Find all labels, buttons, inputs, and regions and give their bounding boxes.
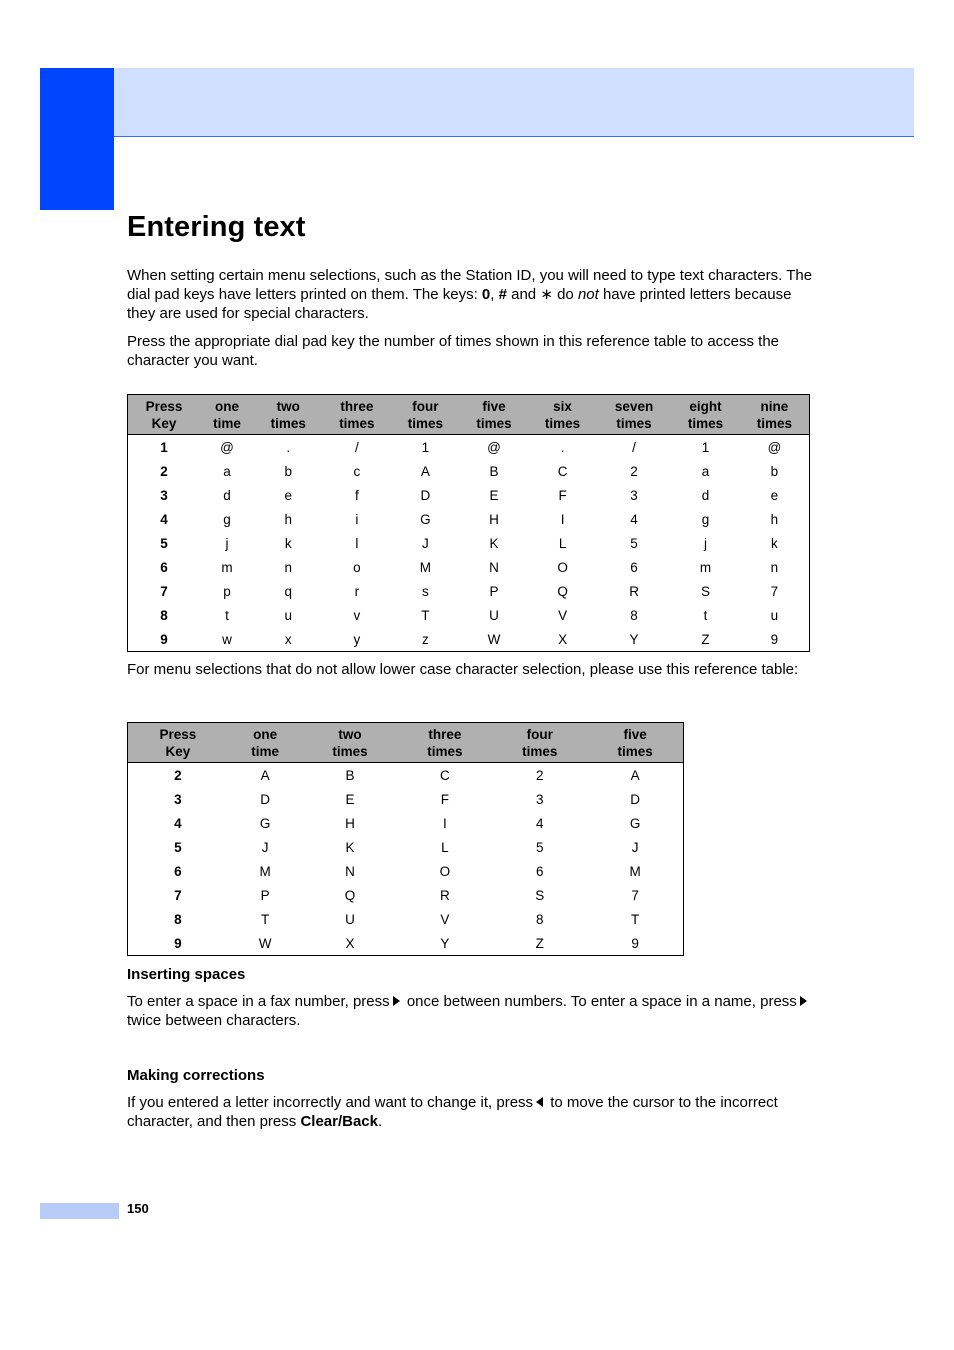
chapter-tab-block	[40, 68, 114, 210]
char-cell: f	[354, 487, 359, 503]
table-row	[128, 579, 810, 603]
making-corrections-heading: Making corrections	[127, 1067, 265, 1084]
char-cell: Q	[344, 887, 356, 903]
char-cell: g	[701, 511, 710, 527]
table-row	[128, 931, 684, 956]
char-cell: n	[770, 559, 779, 575]
column-header	[587, 723, 683, 763]
char-cell: C	[557, 463, 568, 479]
header-line: times	[270, 416, 306, 431]
char-cell: /	[632, 439, 636, 455]
header-line: one	[214, 399, 239, 414]
char-cell: L	[558, 535, 567, 551]
char-cell: H	[489, 511, 499, 527]
table-row	[128, 627, 810, 652]
char-cell: a	[701, 463, 710, 479]
header-line: times	[544, 416, 581, 431]
header-line: five	[482, 399, 506, 414]
char-cell: 9	[631, 935, 639, 951]
char-cell: o	[353, 559, 361, 575]
column-header	[671, 395, 740, 435]
char-cell: u	[770, 607, 779, 623]
char-cell: G	[259, 815, 271, 831]
char-cell: T	[261, 911, 270, 927]
char-cell: P	[489, 583, 499, 599]
char-cell: c	[353, 463, 361, 479]
char-cell: X	[345, 935, 355, 951]
char-cell: .	[286, 439, 291, 455]
char-cell: K	[489, 535, 499, 551]
header-line: times	[616, 416, 652, 431]
column-header	[254, 395, 323, 435]
char-cell: L	[441, 839, 449, 855]
key-cell: 8	[174, 911, 182, 927]
char-cell: j	[704, 535, 708, 551]
header-line: Key	[151, 416, 177, 431]
key-cell: 3	[174, 791, 182, 807]
char-cell: 6	[536, 863, 544, 879]
char-cell: E	[345, 791, 355, 807]
char-cell: m	[699, 559, 712, 575]
char-cell: e	[770, 487, 779, 503]
header-line: Press	[159, 727, 197, 742]
char-cell: 7	[770, 583, 779, 599]
char-cell: I	[560, 511, 565, 527]
char-cell: A	[260, 767, 270, 783]
header-line: four	[526, 727, 553, 742]
char-cell: O	[439, 863, 451, 879]
char-cell: s	[422, 583, 429, 599]
header-line: Press	[145, 399, 183, 414]
char-cell: 4	[630, 511, 638, 527]
intro-and: and	[506, 286, 541, 303]
header-line: times	[476, 416, 512, 431]
column-header	[391, 395, 460, 435]
intro-not: not	[577, 286, 599, 303]
char-cell: V	[558, 607, 568, 623]
char-cell: A	[420, 463, 430, 479]
reference-table-lowercase	[127, 394, 810, 652]
right-arrow-icon	[393, 996, 400, 1006]
char-cell: .	[560, 439, 565, 455]
instruction-paragraph: Press the appropriate dial pad key the number of times shown in this reference table to access the character you want.	[127, 333, 780, 369]
char-cell: 2	[536, 767, 544, 783]
table-row	[128, 435, 810, 460]
char-cell: 7	[631, 887, 639, 903]
intro-text-b: have printed letters because they are used for special characters.	[127, 286, 792, 322]
char-cell: P	[260, 887, 270, 903]
column-header	[323, 395, 392, 435]
key-cell: 1	[160, 439, 168, 455]
table-row	[128, 859, 684, 883]
char-cell: D	[630, 791, 640, 807]
char-cell: V	[440, 911, 450, 927]
char-cell: B	[345, 767, 355, 783]
char-cell: K	[345, 839, 355, 855]
intro-do: do	[552, 286, 578, 303]
key-cell: 9	[160, 631, 168, 647]
char-cell: 3	[630, 487, 638, 503]
char-cell: 5	[536, 839, 544, 855]
char-cell: D	[420, 487, 431, 503]
char-cell: R	[440, 887, 450, 903]
char-cell: Z	[701, 631, 710, 647]
char-cell: F	[440, 791, 449, 807]
header-line: two	[276, 399, 300, 414]
header-line: times	[617, 744, 653, 759]
key-cell: 6	[160, 559, 168, 575]
header-line: Key	[165, 744, 191, 759]
intro-paragraph	[127, 266, 817, 323]
left-arrow-icon	[536, 1097, 543, 1107]
footer-bar	[40, 1203, 119, 1219]
char-cell: J	[422, 535, 429, 551]
char-cell: 5	[630, 535, 638, 551]
char-cell: O	[557, 559, 568, 575]
char-cell: E	[489, 487, 499, 503]
char-cell: 4	[536, 815, 544, 831]
char-cell: X	[558, 631, 568, 647]
char-cell: Y	[440, 935, 450, 951]
table-row	[128, 811, 684, 835]
char-cell: @	[767, 439, 782, 455]
column-header	[492, 723, 587, 763]
char-cell: 8	[536, 911, 544, 927]
key-cell: 4	[160, 511, 168, 527]
key-cell: 6	[174, 863, 182, 879]
char-cell: h	[770, 511, 779, 527]
char-cell: M	[419, 559, 432, 575]
char-cell: k	[284, 535, 292, 551]
header-line: times	[427, 744, 463, 759]
char-cell: u	[284, 607, 293, 623]
char-cell: C	[440, 767, 450, 783]
char-cell: W	[258, 935, 272, 951]
char-cell: Y	[629, 631, 639, 647]
table-row	[128, 787, 684, 811]
header-line: seven	[614, 399, 654, 414]
header-line: six	[553, 399, 572, 414]
column-header	[528, 395, 597, 435]
char-cell: Z	[535, 935, 544, 951]
table-row	[128, 507, 810, 531]
char-cell: J	[261, 839, 269, 855]
char-cell: T	[630, 911, 640, 927]
table-row	[128, 459, 810, 483]
char-cell: 1	[701, 439, 710, 455]
char-cell: S	[701, 583, 711, 599]
header-band	[114, 68, 914, 137]
char-cell: i	[355, 511, 359, 527]
key-cell: 7	[160, 583, 168, 599]
column-header	[228, 723, 303, 763]
char-cell: t	[703, 607, 708, 623]
table-row	[128, 763, 684, 788]
char-cell: D	[260, 791, 271, 807]
char-cell: r	[354, 583, 360, 599]
header-line: times	[407, 416, 444, 431]
char-cell: k	[771, 535, 778, 551]
char-cell: G	[629, 815, 641, 831]
char-cell: N	[345, 863, 355, 879]
table-row	[128, 883, 684, 907]
char-cell: Q	[557, 583, 568, 599]
char-cell: I	[442, 815, 447, 831]
char-cell: e	[284, 487, 293, 503]
key-cell: 8	[160, 607, 168, 623]
char-cell: q	[284, 583, 293, 599]
header-line: two	[338, 727, 362, 742]
header-line: times	[687, 416, 724, 431]
spaces-text-a: To enter a space in a fax number, press	[127, 993, 390, 1010]
key-cell: 7	[174, 887, 182, 903]
char-cell: m	[221, 559, 233, 575]
inserting-spaces-text	[127, 992, 817, 1030]
char-cell: a	[223, 463, 231, 479]
char-cell: A	[630, 767, 640, 783]
header-line: three	[428, 727, 462, 742]
header-line: times	[332, 744, 368, 759]
header-line: four	[412, 399, 439, 414]
char-cell: n	[284, 559, 293, 575]
making-corrections-text	[127, 1093, 817, 1131]
char-cell: F	[558, 487, 567, 503]
char-cell: H	[345, 815, 355, 831]
char-cell: d	[223, 487, 231, 503]
page-title: Entering text	[127, 211, 306, 243]
char-cell: h	[284, 511, 293, 527]
column-header	[460, 395, 529, 435]
header-line: five	[623, 727, 647, 742]
char-cell: S	[535, 887, 545, 903]
column-header	[303, 723, 398, 763]
char-cell: l	[355, 535, 359, 551]
char-cell: N	[489, 559, 499, 575]
char-cell: M	[629, 863, 641, 879]
column-header	[597, 395, 671, 435]
char-cell: @	[220, 439, 234, 455]
table-row	[128, 603, 810, 627]
clear-back-key: Clear/Back	[300, 1113, 378, 1130]
column-header	[740, 395, 810, 435]
char-cell: 9	[770, 631, 779, 647]
header-line: time	[251, 744, 280, 759]
key-zero: 0	[481, 286, 491, 303]
key-hash: #	[498, 286, 507, 303]
key-cell: 5	[174, 839, 182, 855]
char-cell: B	[489, 463, 499, 479]
char-cell: T	[421, 607, 430, 623]
column-header	[397, 723, 492, 763]
uppercase-note: For menu selections that do not allow lower case character selection, please use this reference table:	[127, 661, 799, 678]
corrections-text-a: If you entered a letter incorrectly and want to change it, press	[127, 1094, 534, 1111]
char-cell: v	[353, 607, 361, 623]
char-cell: @	[487, 439, 501, 455]
char-cell: 1	[421, 439, 430, 455]
char-cell: M	[259, 863, 271, 879]
char-cell: x	[284, 631, 292, 647]
reference-table-uppercase	[127, 722, 684, 956]
key-cell: 3	[160, 487, 168, 503]
corrections-text-b: to move the cursor to the incorrect character, and then press	[127, 1094, 778, 1130]
intro-text-a: When setting certain menu selections, such as the Station ID, you will need to type text characters. The dial pad keys have letters printed on them. The keys:	[127, 267, 813, 303]
corrections-text-c: .	[378, 1113, 383, 1130]
column-header	[200, 395, 254, 435]
char-cell: 6	[630, 559, 638, 575]
char-cell: U	[489, 607, 499, 623]
char-cell: /	[354, 439, 359, 455]
page-number: 150	[127, 1201, 149, 1216]
table-row	[128, 907, 684, 931]
char-cell: t	[225, 607, 229, 623]
header-line: time	[213, 416, 241, 431]
key-cell: 2	[174, 767, 182, 783]
char-cell: 3	[536, 791, 544, 807]
header-line: times	[756, 416, 793, 431]
char-cell: U	[345, 911, 355, 927]
char-cell: 2	[630, 463, 638, 479]
char-cell: d	[701, 487, 710, 503]
right-arrow-icon	[800, 996, 807, 1006]
char-cell: 8	[630, 607, 638, 623]
spaces-text-b: once between numbers. To enter a space in a name, press	[402, 993, 797, 1010]
char-cell: j	[225, 535, 229, 551]
column-header	[128, 395, 201, 435]
key-cell: 2	[160, 463, 168, 479]
char-cell: y	[353, 631, 361, 647]
spaces-text-c: twice between characters.	[127, 1012, 301, 1029]
header-line: three	[340, 399, 374, 414]
header-line: nine	[760, 399, 789, 414]
key-cell: 5	[160, 535, 168, 551]
star-key-icon: ∗	[540, 286, 553, 303]
char-cell: g	[223, 511, 231, 527]
header-line: times	[522, 744, 558, 759]
header-line: one	[253, 727, 278, 742]
char-cell: w	[222, 631, 232, 647]
table-row	[128, 555, 810, 579]
char-cell: W	[487, 631, 501, 647]
key-cell: 4	[174, 815, 182, 831]
intro-comma: ,	[490, 286, 499, 303]
char-cell: z	[422, 631, 429, 647]
header-line: times	[339, 416, 375, 431]
inserting-spaces-heading: Inserting spaces	[127, 966, 246, 983]
header-line: eight	[689, 399, 722, 414]
char-cell: R	[629, 583, 639, 599]
char-cell: G	[420, 511, 431, 527]
key-cell: 9	[174, 935, 182, 951]
char-cell: b	[770, 463, 779, 479]
table-row	[128, 531, 810, 555]
table-row	[128, 483, 810, 507]
column-header	[128, 723, 228, 763]
char-cell: J	[631, 839, 639, 855]
table-row	[128, 835, 684, 859]
char-cell: p	[223, 583, 231, 599]
char-cell: b	[284, 463, 293, 479]
